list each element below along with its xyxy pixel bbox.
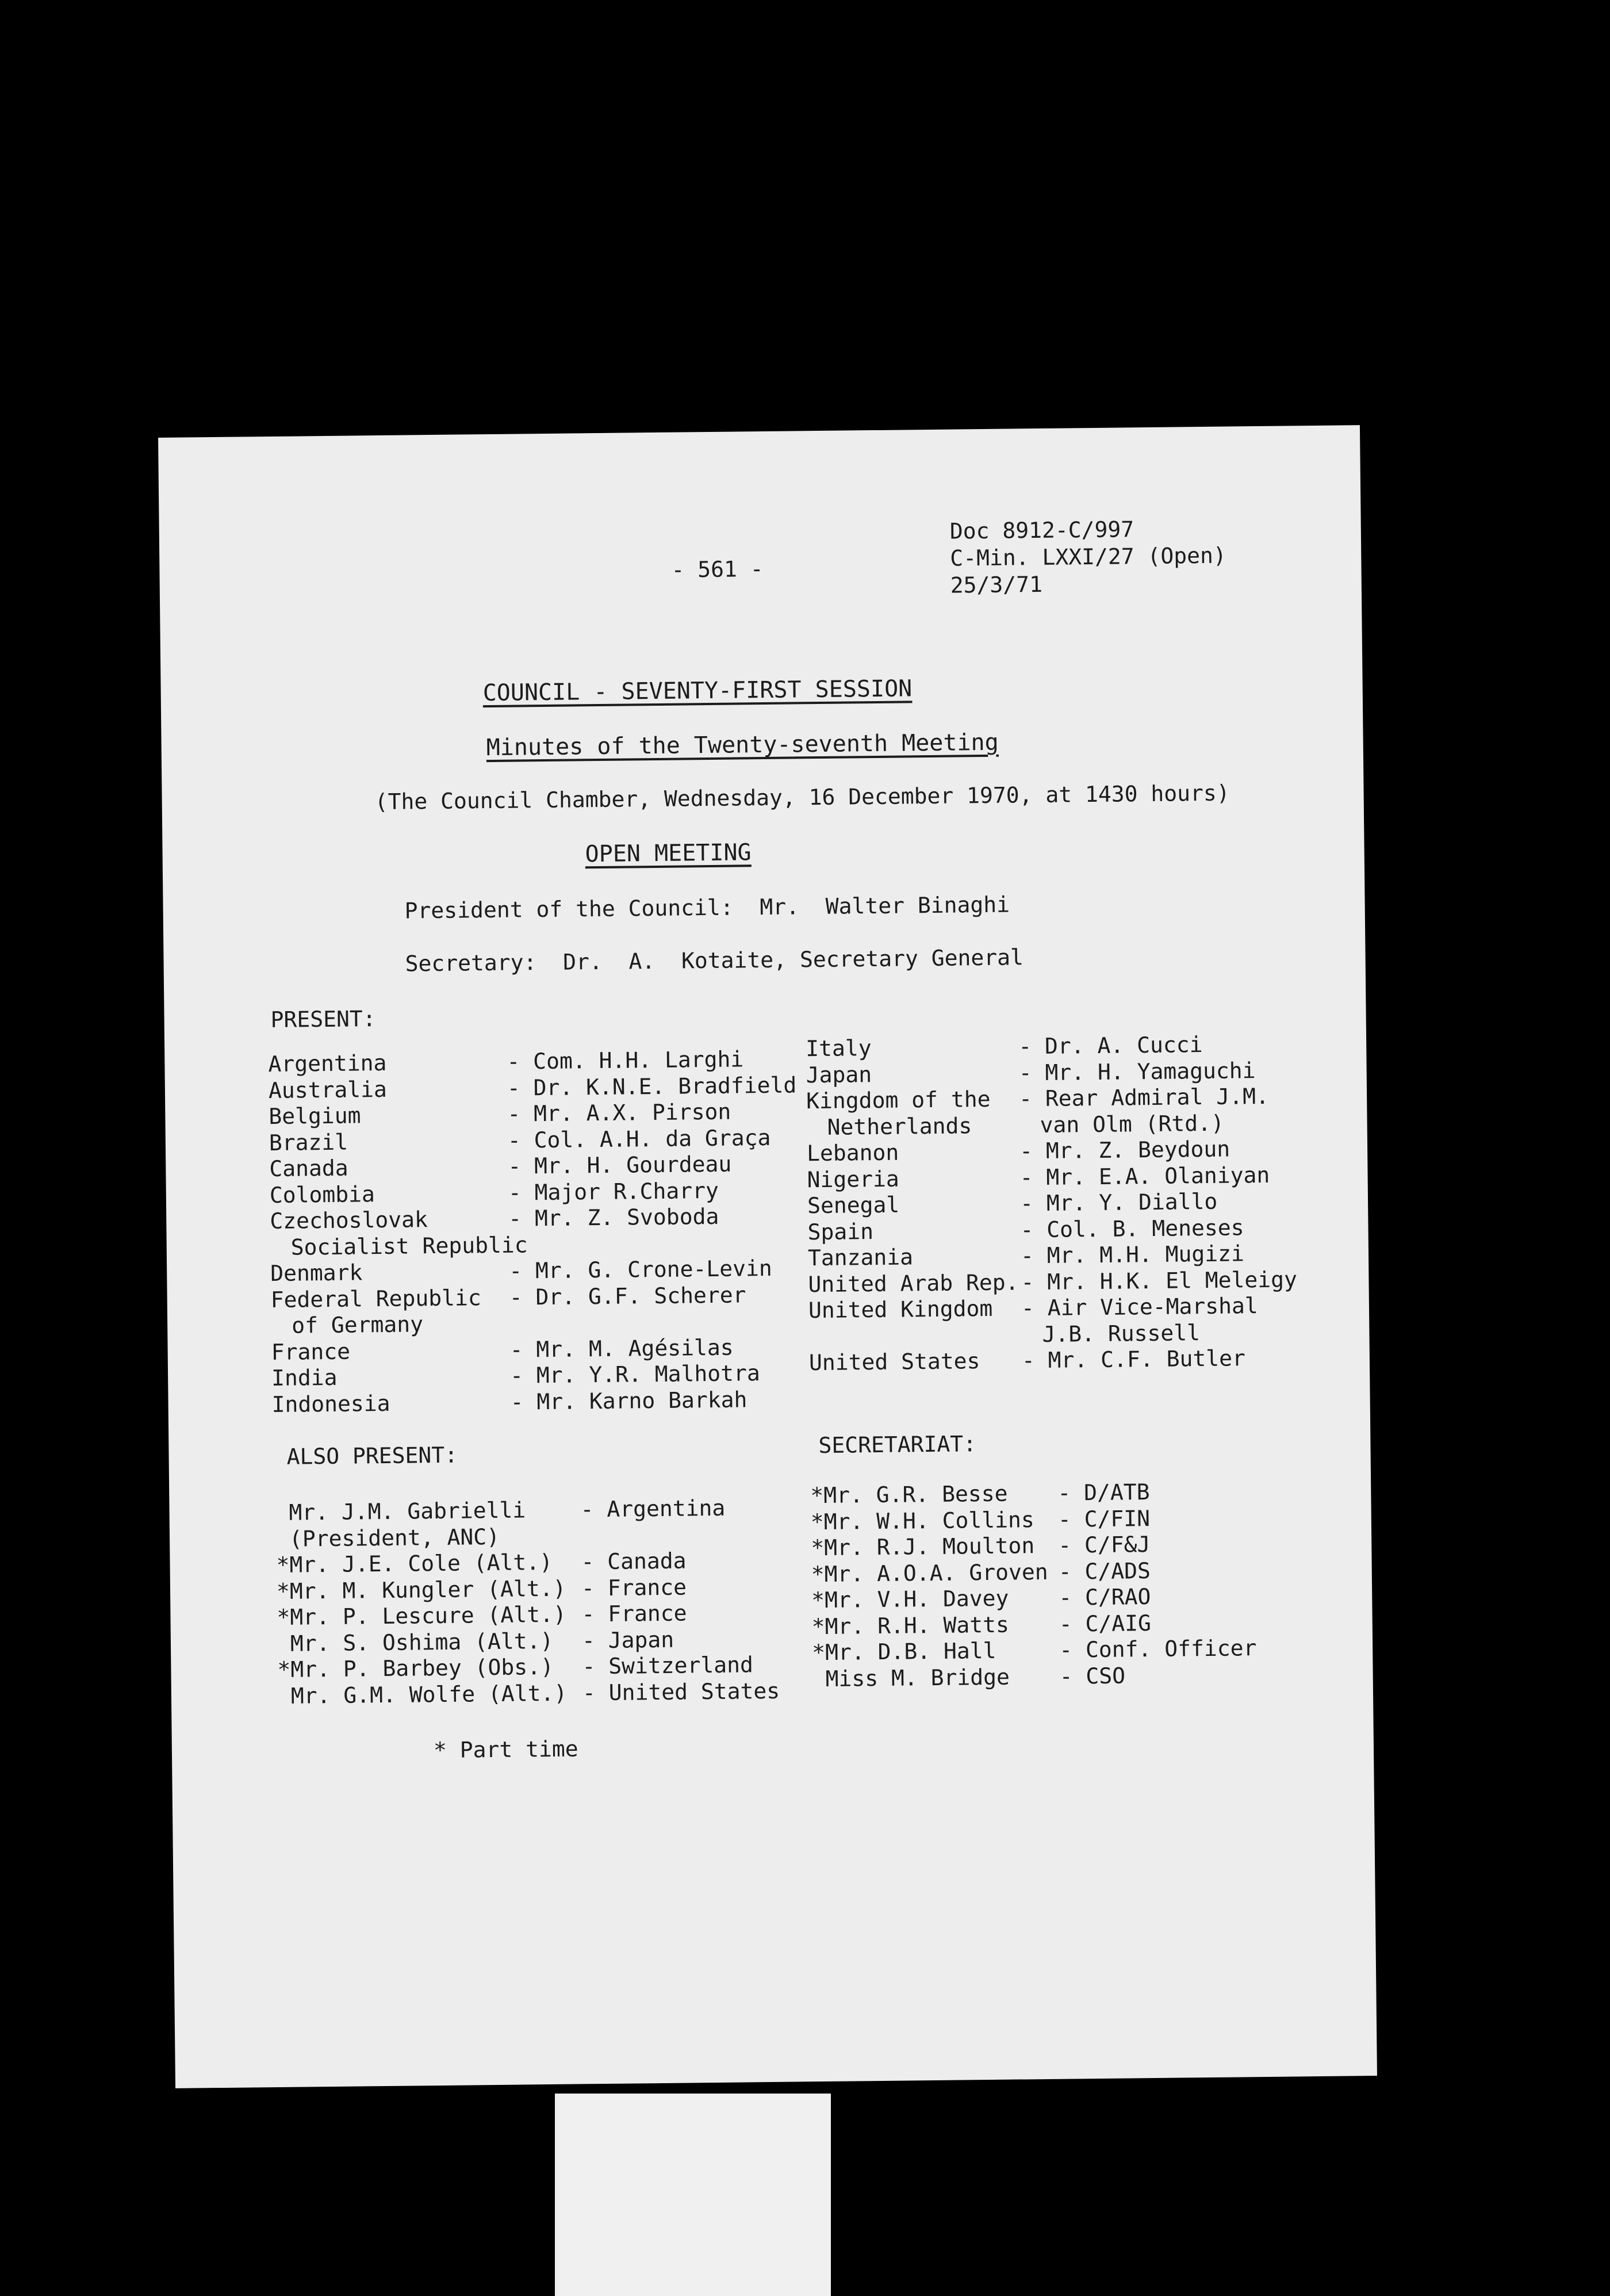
country: Lebanon xyxy=(806,1139,899,1166)
present-left-representatives xyxy=(507,1047,800,1417)
paper-tab xyxy=(555,2094,831,2296)
staff-name: *Mr. R.H. Watts xyxy=(811,1612,1010,1639)
present-heading: PRESENT: xyxy=(270,1006,376,1033)
secretariat-heading: SECRETARIAT: xyxy=(818,1431,977,1459)
footnote: * Part time xyxy=(433,1736,578,1763)
staff-post: - C/ADS xyxy=(1058,1558,1151,1585)
staff-post: - D/ATB xyxy=(1057,1479,1150,1506)
country: Spain xyxy=(807,1218,874,1245)
representative: - Mr. Y. Diallo xyxy=(1019,1188,1218,1216)
representative: - Mr. M. Agésilas xyxy=(509,1334,734,1363)
country: Japan xyxy=(806,1061,872,1088)
country: Australia xyxy=(268,1076,388,1103)
staff-name: *Mr. A.O.A. Groven xyxy=(811,1559,1048,1587)
representative: van Olm (Rtd.) xyxy=(1040,1110,1225,1138)
representative: J.B. Russell xyxy=(1042,1319,1201,1347)
page-number: - 561 - xyxy=(671,556,764,583)
staff-post: - CSO xyxy=(1059,1663,1126,1689)
attendee-name: (President, ANC) xyxy=(275,1524,500,1552)
country: India xyxy=(271,1364,338,1391)
country: Netherlands xyxy=(827,1112,972,1140)
representative xyxy=(509,1309,799,1338)
country: Federal Republic xyxy=(270,1284,481,1312)
representative: - Com. H.H. Larghi xyxy=(507,1046,744,1074)
present-left-countries xyxy=(268,1050,529,1419)
document-date: 25/3/71 xyxy=(950,571,1043,598)
attendee-country: - France xyxy=(581,1574,687,1601)
attendee-country: - Switzerland xyxy=(582,1652,754,1679)
staff-post: - C/FIN xyxy=(1057,1505,1151,1532)
country: France xyxy=(271,1338,351,1365)
country: Brazil xyxy=(269,1129,348,1155)
doc-reference: Doc 8912-C/997 xyxy=(949,516,1134,544)
meeting-type: OPEN MEETING xyxy=(585,839,752,868)
country: Belgium xyxy=(269,1103,361,1130)
attendee-country: - United States xyxy=(582,1678,780,1705)
representative: - Mr. M.H. Mugizi xyxy=(1020,1241,1245,1269)
country xyxy=(808,1323,1019,1352)
attendee-name: *Mr. J.E. Cole (Alt.) xyxy=(276,1549,553,1578)
representative: - Major R.Charry xyxy=(508,1177,719,1206)
representative: - Mr. G. Crone-Levin xyxy=(509,1255,773,1284)
representative: - Dr. G.F. Scherer xyxy=(509,1281,746,1310)
representative: - Mr. Z. Svoboda xyxy=(508,1203,719,1231)
representative: - Col. B. Meneses xyxy=(1020,1214,1244,1242)
country: Czechoslovak xyxy=(270,1207,428,1234)
staff-name: *Mr. R.J. Moulton xyxy=(811,1533,1035,1561)
staff-name: Miss M. Bridge xyxy=(812,1664,1010,1692)
country: Tanzania xyxy=(807,1244,914,1271)
session-title: COUNCIL - SEVENTY-FIRST SESSION xyxy=(482,675,913,707)
representative: - Mr. Z. Beydoun xyxy=(1019,1136,1230,1164)
attendee-name: *Mr. M. Kungler (Alt.) xyxy=(276,1575,566,1604)
country: Kingdom of the xyxy=(806,1086,991,1114)
representative: - Mr. E.A. Olaniyan xyxy=(1019,1162,1270,1190)
representative: - Rear Admiral J.M. xyxy=(1018,1083,1270,1112)
secretariat-posts xyxy=(1057,1480,1257,1692)
staff-name: *Mr. G.R. Besse xyxy=(810,1480,1008,1509)
also-present-countries xyxy=(580,1497,780,1708)
document-page xyxy=(158,425,1377,2088)
minutes-reference: C-Min. LXXI/27 (Open) xyxy=(950,542,1226,571)
country: Argentina xyxy=(268,1050,387,1077)
council-secretary: Secretary: Dr. A. Kotaite, Secretary General xyxy=(405,944,1024,977)
attendee-country: - Argentina xyxy=(580,1495,726,1522)
also-present-names xyxy=(275,1499,567,1711)
staff-post: - Conf. Officer xyxy=(1059,1635,1257,1663)
present-right-representatives xyxy=(1018,1032,1298,1375)
attendee-name: Mr. G.M. Wolfe (Alt.) xyxy=(277,1680,568,1709)
attendee-name: *Mr. P. Lescure (Alt.) xyxy=(277,1601,567,1630)
representative: - Dr. A. Cucci xyxy=(1018,1032,1203,1059)
representative: - Dr. K.N.E. Bradfield xyxy=(507,1072,797,1101)
country: Italy xyxy=(805,1035,872,1062)
meeting-place-time: (The Council Chamber, Wednesday, 16 December 1970, at 1430 hours) xyxy=(374,780,1230,815)
representative: - Mr. H. Gourdeau xyxy=(508,1151,732,1179)
staff-post: - C/F&J xyxy=(1058,1532,1151,1558)
attendee-name: Mr. S. Oshima (Alt.) xyxy=(277,1628,554,1656)
also-present-heading: ALSO PRESENT: xyxy=(286,1442,458,1470)
staff-name: *Mr. W.H. Collins xyxy=(810,1506,1034,1535)
country: United Arab Rep. xyxy=(808,1269,1019,1297)
minutes-title: Minutes of the Twenty-seventh Meeting xyxy=(486,729,999,761)
attendee-name: *Mr. P. Barbey (Obs.) xyxy=(277,1654,554,1682)
representative: - Col. A.H. da Graça xyxy=(507,1124,771,1153)
attendee-country: - France xyxy=(581,1600,687,1627)
country: United Kingdom xyxy=(808,1295,993,1323)
staff-post: - C/RAO xyxy=(1059,1584,1151,1610)
representative: - Mr. Karno Barkah xyxy=(510,1386,747,1415)
representative: - Mr. H. Yamaguchi xyxy=(1018,1057,1256,1085)
representative: - Air Vice-Marshal xyxy=(1021,1293,1258,1321)
representative: - Mr. A.X. Pirson xyxy=(507,1099,731,1127)
country: Senegal xyxy=(807,1192,900,1219)
attendee-country xyxy=(581,1522,779,1551)
country: Canada xyxy=(269,1155,348,1182)
staff-name: *Mr. V.H. Davey xyxy=(811,1585,1009,1613)
country: Colombia xyxy=(269,1181,375,1208)
staff-name: *Mr. D.B. Hall xyxy=(811,1637,996,1666)
present-right-countries xyxy=(806,1035,1019,1377)
attendee-country: - Japan xyxy=(581,1627,674,1653)
country: United States xyxy=(808,1348,980,1376)
secretariat-names xyxy=(810,1482,1049,1694)
country: Denmark xyxy=(270,1260,363,1287)
country: Nigeria xyxy=(807,1166,899,1192)
staff-post: - C/AIG xyxy=(1059,1610,1152,1637)
country: Socialist Republic xyxy=(290,1231,528,1260)
country: Indonesia xyxy=(271,1390,390,1417)
council-president: President of the Council: Mr. Walter Binaghi xyxy=(404,891,1010,924)
attendee-country: - Canada xyxy=(581,1548,687,1575)
representative: - Mr. C.F. Butler xyxy=(1021,1345,1246,1373)
country: of Germany xyxy=(291,1311,424,1338)
representative: - Mr. H.K. El Meleigy xyxy=(1021,1266,1298,1295)
attendee-name: Mr. J.M. Gabrielli xyxy=(275,1497,526,1525)
representative: - Mr. Y.R. Malhotra xyxy=(509,1360,761,1388)
